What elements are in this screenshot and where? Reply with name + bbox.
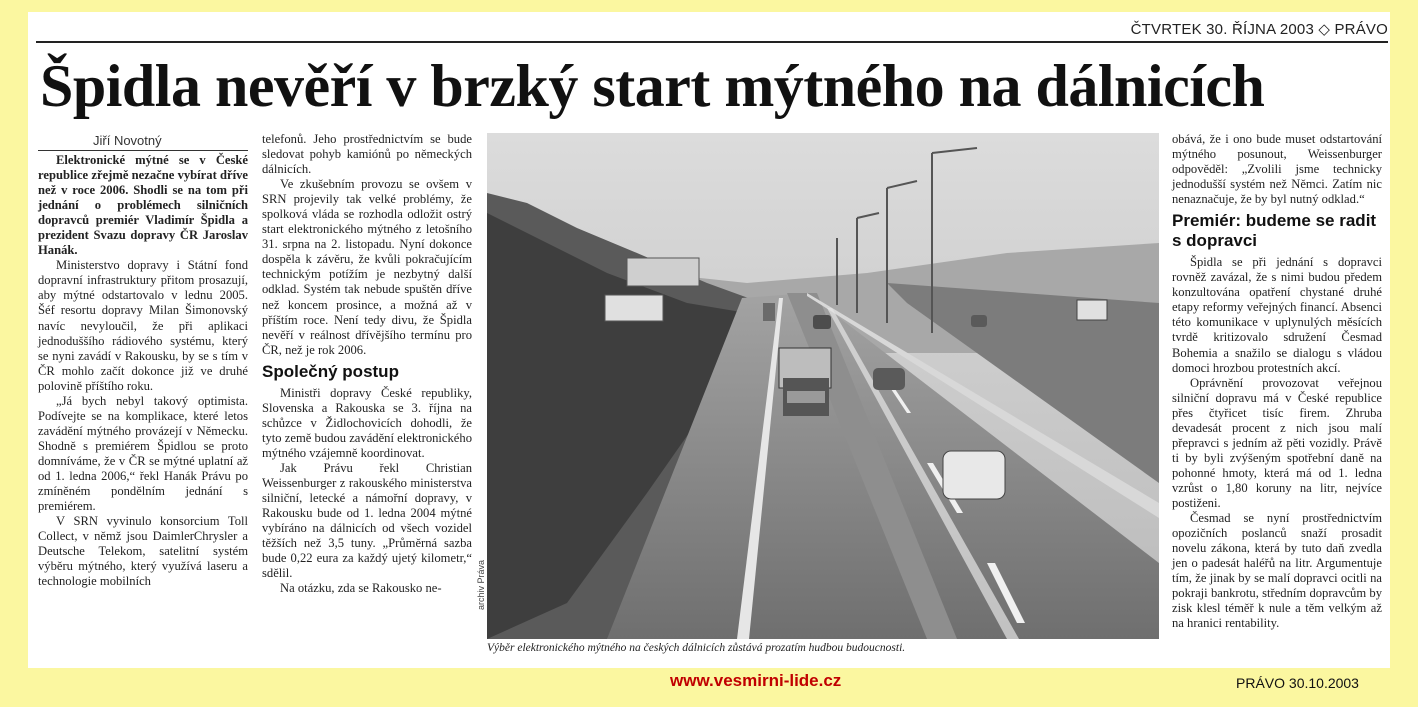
col2-paragraph: Jak Právu řekl Christian Weissenburger z rakouského ministerstva silniční, letecké a námořní dopravy, v Rakousku bude od 1. ledna 2004 mýtné vybíráno na dálnicích od všech vozidel těžších než 3,5 tuny. „Průměrná sazba bude 0,22 eura za každý ujetý kilometr,“ sdělil. [262,460,472,581]
col3-paragraph: Špidla se při jednání s dopravci rovněž zavázal, že s nimi budou předem konzultována opatření chystané druhé etapy reformy veřejných financí. Absenci této komunikace v uplynulých měsících tvrdě kritizovalo sdružení Česmad Bohemia a snažilo se dialogu s vládou domoci hrozbou protestních akcí. [1172,255,1382,375]
website-link[interactable]: www.vesmirni-lide.cz [670,671,842,690]
photo-caption: Výběr elektronického mýtného na českých dálnicích zůstává prozatím hudbou budoucnosti. [487,642,906,654]
column-2 [262,132,472,596]
col3-paragraph: obává, že i ono bude muset odstartování mýtného posunout, Weissenburger odpověděl: „Zvolili jsme technicky jednodušší systém než Němci. Zatím nic nenaznačuje, že by byl nutný odklad.“ [1172,132,1382,207]
headline: Špidla nevěří v brzký start mýtného na dálnicích [40,53,1265,119]
highway-photo [487,133,1159,639]
subhead-spolecny-postup: Společný postup [262,361,399,381]
dateline: ČTVRTEK 30. ŘÍJNA 2003 ◇ PRÁVO [1130,21,1388,38]
column-1 [38,132,248,589]
col2-paragraph: Na otázku, zda se Rakousko ne- [280,581,442,596]
col1-paragraph: V SRN vyvinulo konsorcium Toll Collect, v němž jsou DaimlerChrysler a Deutsche Telekom, satelitní systém výběru mýtného, který využívá laseru a technologie mobilních [38,514,248,589]
col2-paragraph: telefonů. Jeho prostřednictvím se bude sledovat pohyb kamiónů po německých dálnicích. [262,132,472,177]
col3-paragraph: Oprávnění provozovat veřejnou silniční dopravu má v České republice přes čtyřicet tisíc firem. Zhruba devadesát procent z nich jsou malí přepravci s jedním až pěti vozidly. Právě ti by byli zvýšeným spotřební daně na pohonné hmoty, která má od 1. ledna vzrůst o 1,80 koruny na litr, nejvíce postiženi. [1172,375,1382,510]
lead-paragraph: Elektronické mýtné se v České republice zřejmě nezačne vybírat dříve než v roce 2006. Shodli se na tom při jednání o problémech silničních dopravců premiér Vladimír Špidla a prezident Svazu dopravy ČR Jaroslav Hanák. [38,153,248,258]
byline: Jiří Novotný [38,132,248,151]
column-3 [1172,132,1382,631]
col1-paragraph: „Já bych nebyl takový optimista. Podívejte se na komplikace, které letos zavádění mýtného provázejí v Německu. Shodně s premiérem Špidlou se proto domníváme, že v ČR se mýtné uplatní až od 1. ledna 2006,“ řekl Hanák Právu po zmíněném pondělním jednání s premiérem. [38,393,248,514]
col3-paragraph: Česmad se nyní prostřednictvím opozičních poslanců snaží prosadit novelu zákona, která by tuto daň zvedla jen o padesát haléřů na litr. Argumentuje tím, že jinak by se malí dopravci ocitli na pokraji bankrotu, středním dopravcům by zisk klesl téměř k nule a těm velkým až na hranici rentability. [1172,511,1382,631]
col2-paragraph: Ve zkušebním provozu se ovšem v SRN projevily tak velké problémy, že spolková vláda se rozhodla odložit ostrý start elektronického mýtného z letošního 31. srpna na 2. listopadu. Nyní dokonce dospěla k závěru, že kvůli pokračujícím technickým potížím je nezbytný další odklad. Systém tak nebude spuštěn dříve než koncem prosince, a možná až v příštím roce. Není tedy divu, že Špidla nevěří v reálnost dřívějšího termínu pro ČR, než je rok 2006. [262,177,472,357]
col2-paragraph: Ministři dopravy České republiky, Slovenska a Rakouska se 3. října na schůzce v Židlochovicích dohodli, že tyto země budou zavádění elektronického mýtného vzájemně koordinovat. [262,385,472,460]
photo-credit: archiv Práva [476,560,486,611]
source-label: PRÁVO 30.10.2003 [1236,675,1359,691]
col1-paragraph: Ministerstvo dopravy i Státní fond dopravní infrastruktury přitom prosazují, aby mýtné odstartovalo v lednu 2005. Šéf resortu dopravy Milan Šimonovský navíc nevyloučil, že při aplikaci jednoduššího rádiového systému, který se nyni zavádí v Rakousku, by se s tím v ČR mohlo začít dokonce již ve druhé polovině příštího roku. [38,258,248,393]
subhead-premier: Premiér: budeme se radit s dopravci [1172,211,1377,251]
top-rule [36,41,1388,43]
